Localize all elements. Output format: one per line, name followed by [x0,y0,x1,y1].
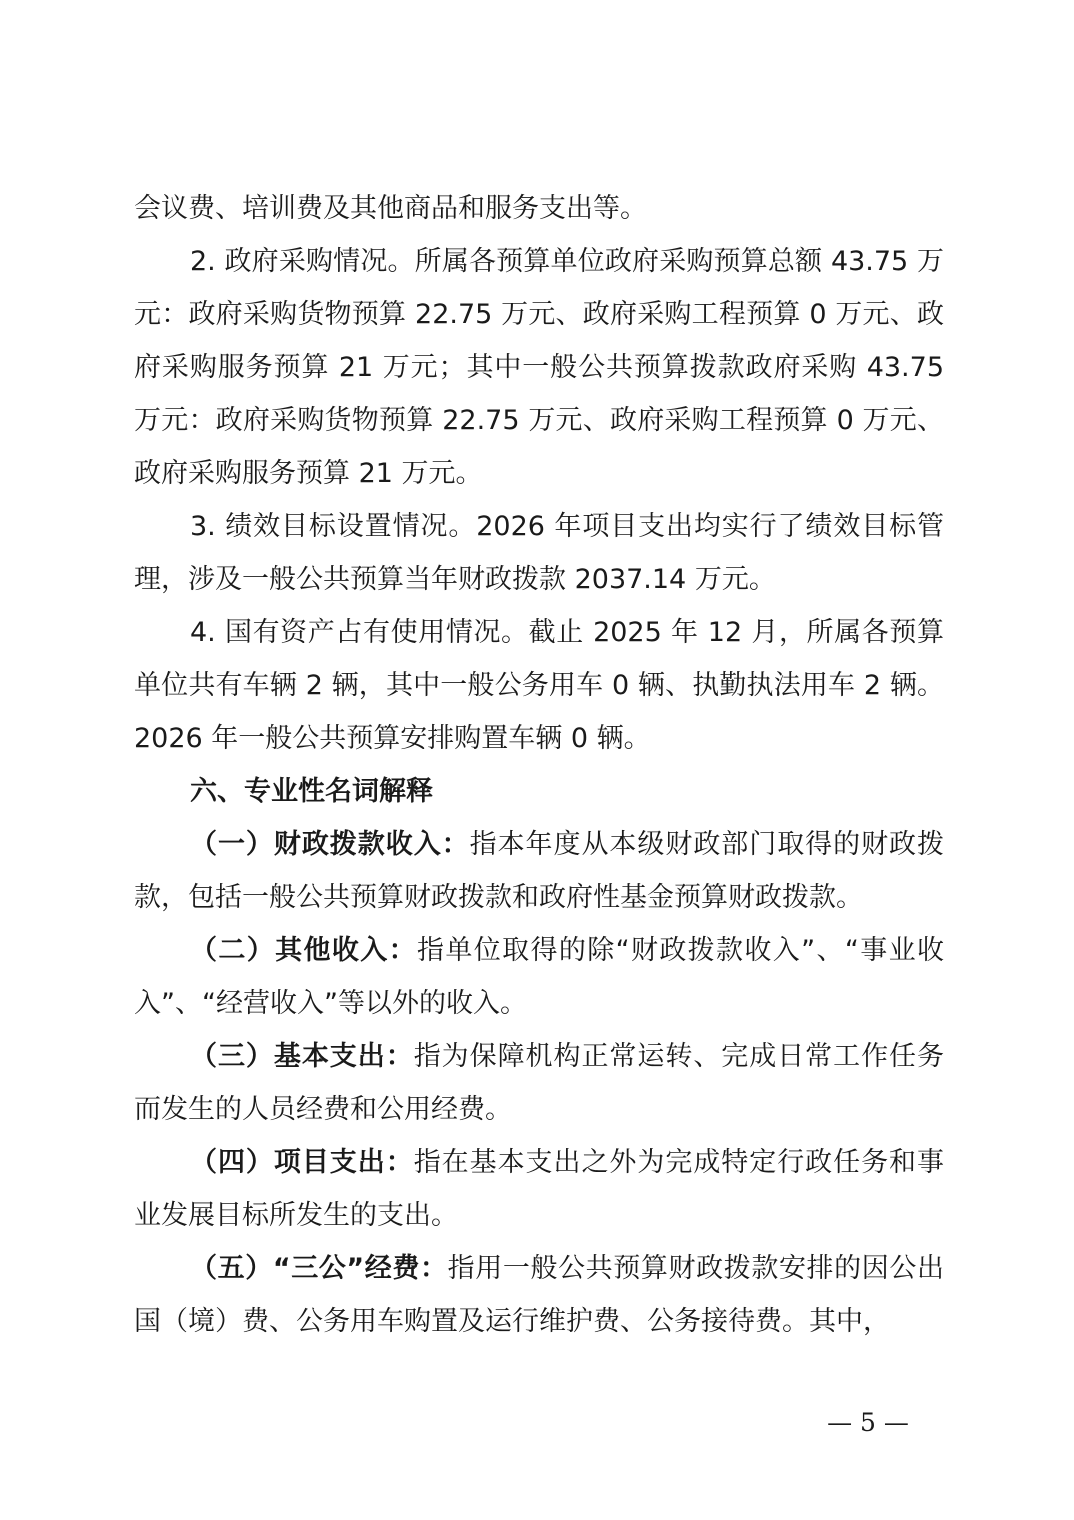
section-heading [134,765,944,818]
definition-text: 指本年度从本级财政部门取得的财政拨款，包括一般公共预算财政拨款和政府性基金预算财政拨款。 [134,829,945,913]
definition-other-income [134,924,944,1030]
definition-text: 指为保障机构正常运转、完成日常工作任务而发生的人员经费和公用经费。 [134,1041,945,1125]
paragraph-text: 3. 绩效目标设置情况。2026 年项目支出均实行了绩效目标管理，涉及一般公共预算当年财政拨款 2037.14 万元。 [134,511,944,595]
term-label: （一）财政拨款收入： [190,829,470,860]
paragraph-assets [134,606,944,765]
page-number: — 5 — [827,1408,909,1437]
definition-project-expenditure [134,1136,944,1242]
definition-fiscal-income [134,818,944,924]
term-label: （四）项目支出： [190,1147,414,1178]
paragraph-performance [134,500,944,606]
paragraph-text: 2. 政府采购情况。所属各预算单位政府采购预算总额 43.75 万元：政府采购货物预算 22.75 万元、政府采购工程预算 0 万元、政府采购服务预算 21 万元；其中一般公共预算拨款政府采购 43.75 万元：政府采购货物预算 22.75 万元、政府采购工程预算 0 万元、政府采购服务预算 21 万元。 [134,246,944,489]
paragraph-continuation [134,182,944,235]
term-label: （二）其他收入： [190,935,417,966]
definition-text: 指单位取得的除“财政拨款收入”、“事业收入”、“经营收入”等以外的收入。 [134,935,945,1019]
definition-basic-expenditure [134,1030,944,1136]
definition-text: 指在基本支出之外为完成特定行政任务和事业发展目标所发生的支出。 [134,1147,945,1231]
paragraph-text: 会议费、培训费及其他商品和服务支出等。 [134,193,647,224]
heading-text: 六、专业性名词解释 [190,776,433,807]
body-text [134,182,944,1348]
paragraph-procurement [134,235,944,500]
definition-three-public [134,1242,944,1348]
paragraph-text: 4. 国有资产占有使用情况。截止 2025 年 12 月，所属各预算单位共有车辆 2 辆，其中一般公务用车 0 辆、执勤执法用车 2 辆。2026 年一般公共预算安排购置车辆 0 辆。 [134,617,944,754]
term-label: （三）基本支出： [190,1041,414,1072]
definition-text: 指用一般公共预算财政拨款安排的因公出国（境）费、公务用车购置及运行维护费、公务接待费。其中， [134,1253,944,1337]
term-label: （五）“三公”经费： [190,1253,448,1284]
